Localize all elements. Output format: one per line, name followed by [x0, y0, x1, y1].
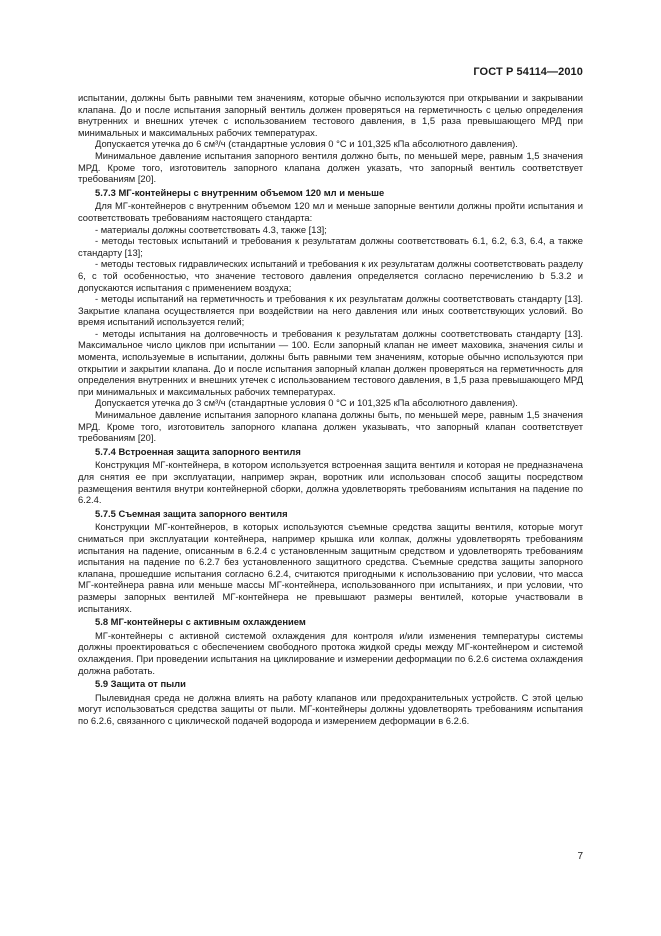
- list-item: - методы испытания на долговечность и требования к результатам должны соответствовать стандарту [13]. Максимальное число циклов при испытании — 100. Если запорный клапан не имеет маховика, значения силы и момента, используемые в испытании, должны быть равными тем значениям, которые обычно используются при открытии и закрытии клапана. До и после испытания запорный клапан должен проверяться на герметичность для определения внутренних и внешних утечек с использованием тестового давления, в 1,5 раза превышающего МРД при минимальных и максимальных рабочих температурах.: [78, 327, 583, 397]
- section-heading-5-7-5: 5.7.5 Съемная защита запорного вентиля: [95, 507, 288, 519]
- paragraph: Минимальное давление испытания запорного вентиля должно быть, по меньшей мере, равным 1,5 значения МРД. Кроме того, изготовитель запорного клапана должен указать, что запорный вентиль соответствует требованиям [20].: [78, 149, 583, 185]
- section-heading-5-9: 5.9 Защита от пыли: [95, 678, 186, 690]
- paragraph: Минимальное давление испытания запорного клапана должны быть, по меньшей мере, равным 1,5 значения МРД. Кроме того, изготовитель запорного клапана должен указывать, что запорный клапан соответствует требованиям [20].: [78, 409, 583, 444]
- paragraph: испытании, должны быть равными тем значениям, которые обычно используются при открывании и закрывании клапана. До и после испытания запорный вентиль должен проверяться на герметичность с целью определения внутренних и внешних утечек с использованием тестового давления, в 1,5 раза превышающего МРД при минимальных и максимальных рабочих температурах.: [78, 92, 583, 138]
- paragraph: Для МГ-контейнеров с внутренним объемом 120 мл и меньше запорные вентили должны пройти испытания и соответствовать требованиям настоящего стандарта:: [78, 200, 583, 223]
- document-body: [78, 92, 583, 726]
- paragraph: Конструкции МГ-контейнеров, в которых используются съемные средства защиты вентиля, которые могут сниматься при эксплуатации контейнера, например крышка или колпак, должны удовлетворять требованиям испытания на падение, описанным в 6.2.4 с установленным защитным средством и удовлетворять требованиям испытания на падение по 6.2.7 без установленного защитного средства. Съемные средства защиты запорного клапана, прошедшие испытания согласно 6.2.4, считаются пригодными к использованию при условии, что масса МГ-контейнера равна или меньше массы МГ-контейнера, использованного при испытаниях, и при условии, что размеры запорных вентилей МГ-контейнера не превышают размеры вентилей, которые участвовали в испытаниях.: [78, 521, 583, 614]
- paragraph: Конструкция МГ-контейнера, в котором используется встроенная защита вентиля и которая не предназначена для снятия ее при эксплуатации, например экран, воротник или использован способ защиты посредством размещения вентиля внутри контейнерной сборки, должна удовлетворять требованиям испытания на падение по 6.2.4.: [78, 459, 583, 506]
- paragraph: Допускается утечка до 3 см³/ч (стандартные условия 0 °С и 101,325 кПа абсолютного давления).: [95, 397, 518, 409]
- standard-header: ГОСТ Р 54114—2010: [473, 66, 583, 78]
- list-item: - методы испытаний на герметичность и требования к их результатам должны соответствовать стандарту [13]. Закрытие клапана осуществляется при воздействии на него давления или иных соответствующих условий. Во время испытаний используется гелий;: [78, 293, 583, 328]
- paragraph: Пылевидная среда не должна влиять на работу клапанов или предохранительных устройств. С этой целью могут использоваться средства защиты от пыли. МГ-контейнеры должны удовлетворять требованиям испытания по 6.2.6, связанного с циклической подачей водорода и измерением деформации в 6.2.6.: [78, 691, 583, 726]
- page-number: 7: [577, 851, 583, 862]
- paragraph: МГ-контейнеры с активной системой охлаждения для контроля и/или изменения температуры системы должны проектироваться с обеспечением свободного протока жидкой среды между МГ-контейнером и системой охлаждения. При проведении испытания на циклирование и измерении деформации по 6.2.6 система охлаждения должна работать.: [78, 629, 583, 676]
- section-heading-5-7-4: 5.7.4 Встроенная защита запорного вентиля: [95, 445, 301, 457]
- paragraph: Допускается утечка до 6 см³/ч (стандартные условия 0 °С и 101,325 кПа абсолютного давления).: [95, 138, 518, 150]
- list-item: - методы тестовых гидравлических испытаний и требования к их результатам должны соответствовать разделу 6, с той особенностью, что значение тестового давления определяется согласно перечислению b 5.3.2 и допускаются испытания с применением воздуха;: [78, 258, 583, 293]
- section-heading-5-8: 5.8 МГ-контейнеры с активным охлаждением: [95, 616, 306, 628]
- list-item: - материалы должны соответствовать 4.3, также [13];: [95, 223, 327, 235]
- section-heading-5-7-3: 5.7.3 МГ-контейнеры с внутренним объемом 120 мл и меньше: [95, 186, 385, 198]
- list-item: - методы тестовых испытаний и требования к результатам должны соответствовать 6.1, 6.2, 6.3, 6.4, а также стандарту [13];: [78, 235, 583, 258]
